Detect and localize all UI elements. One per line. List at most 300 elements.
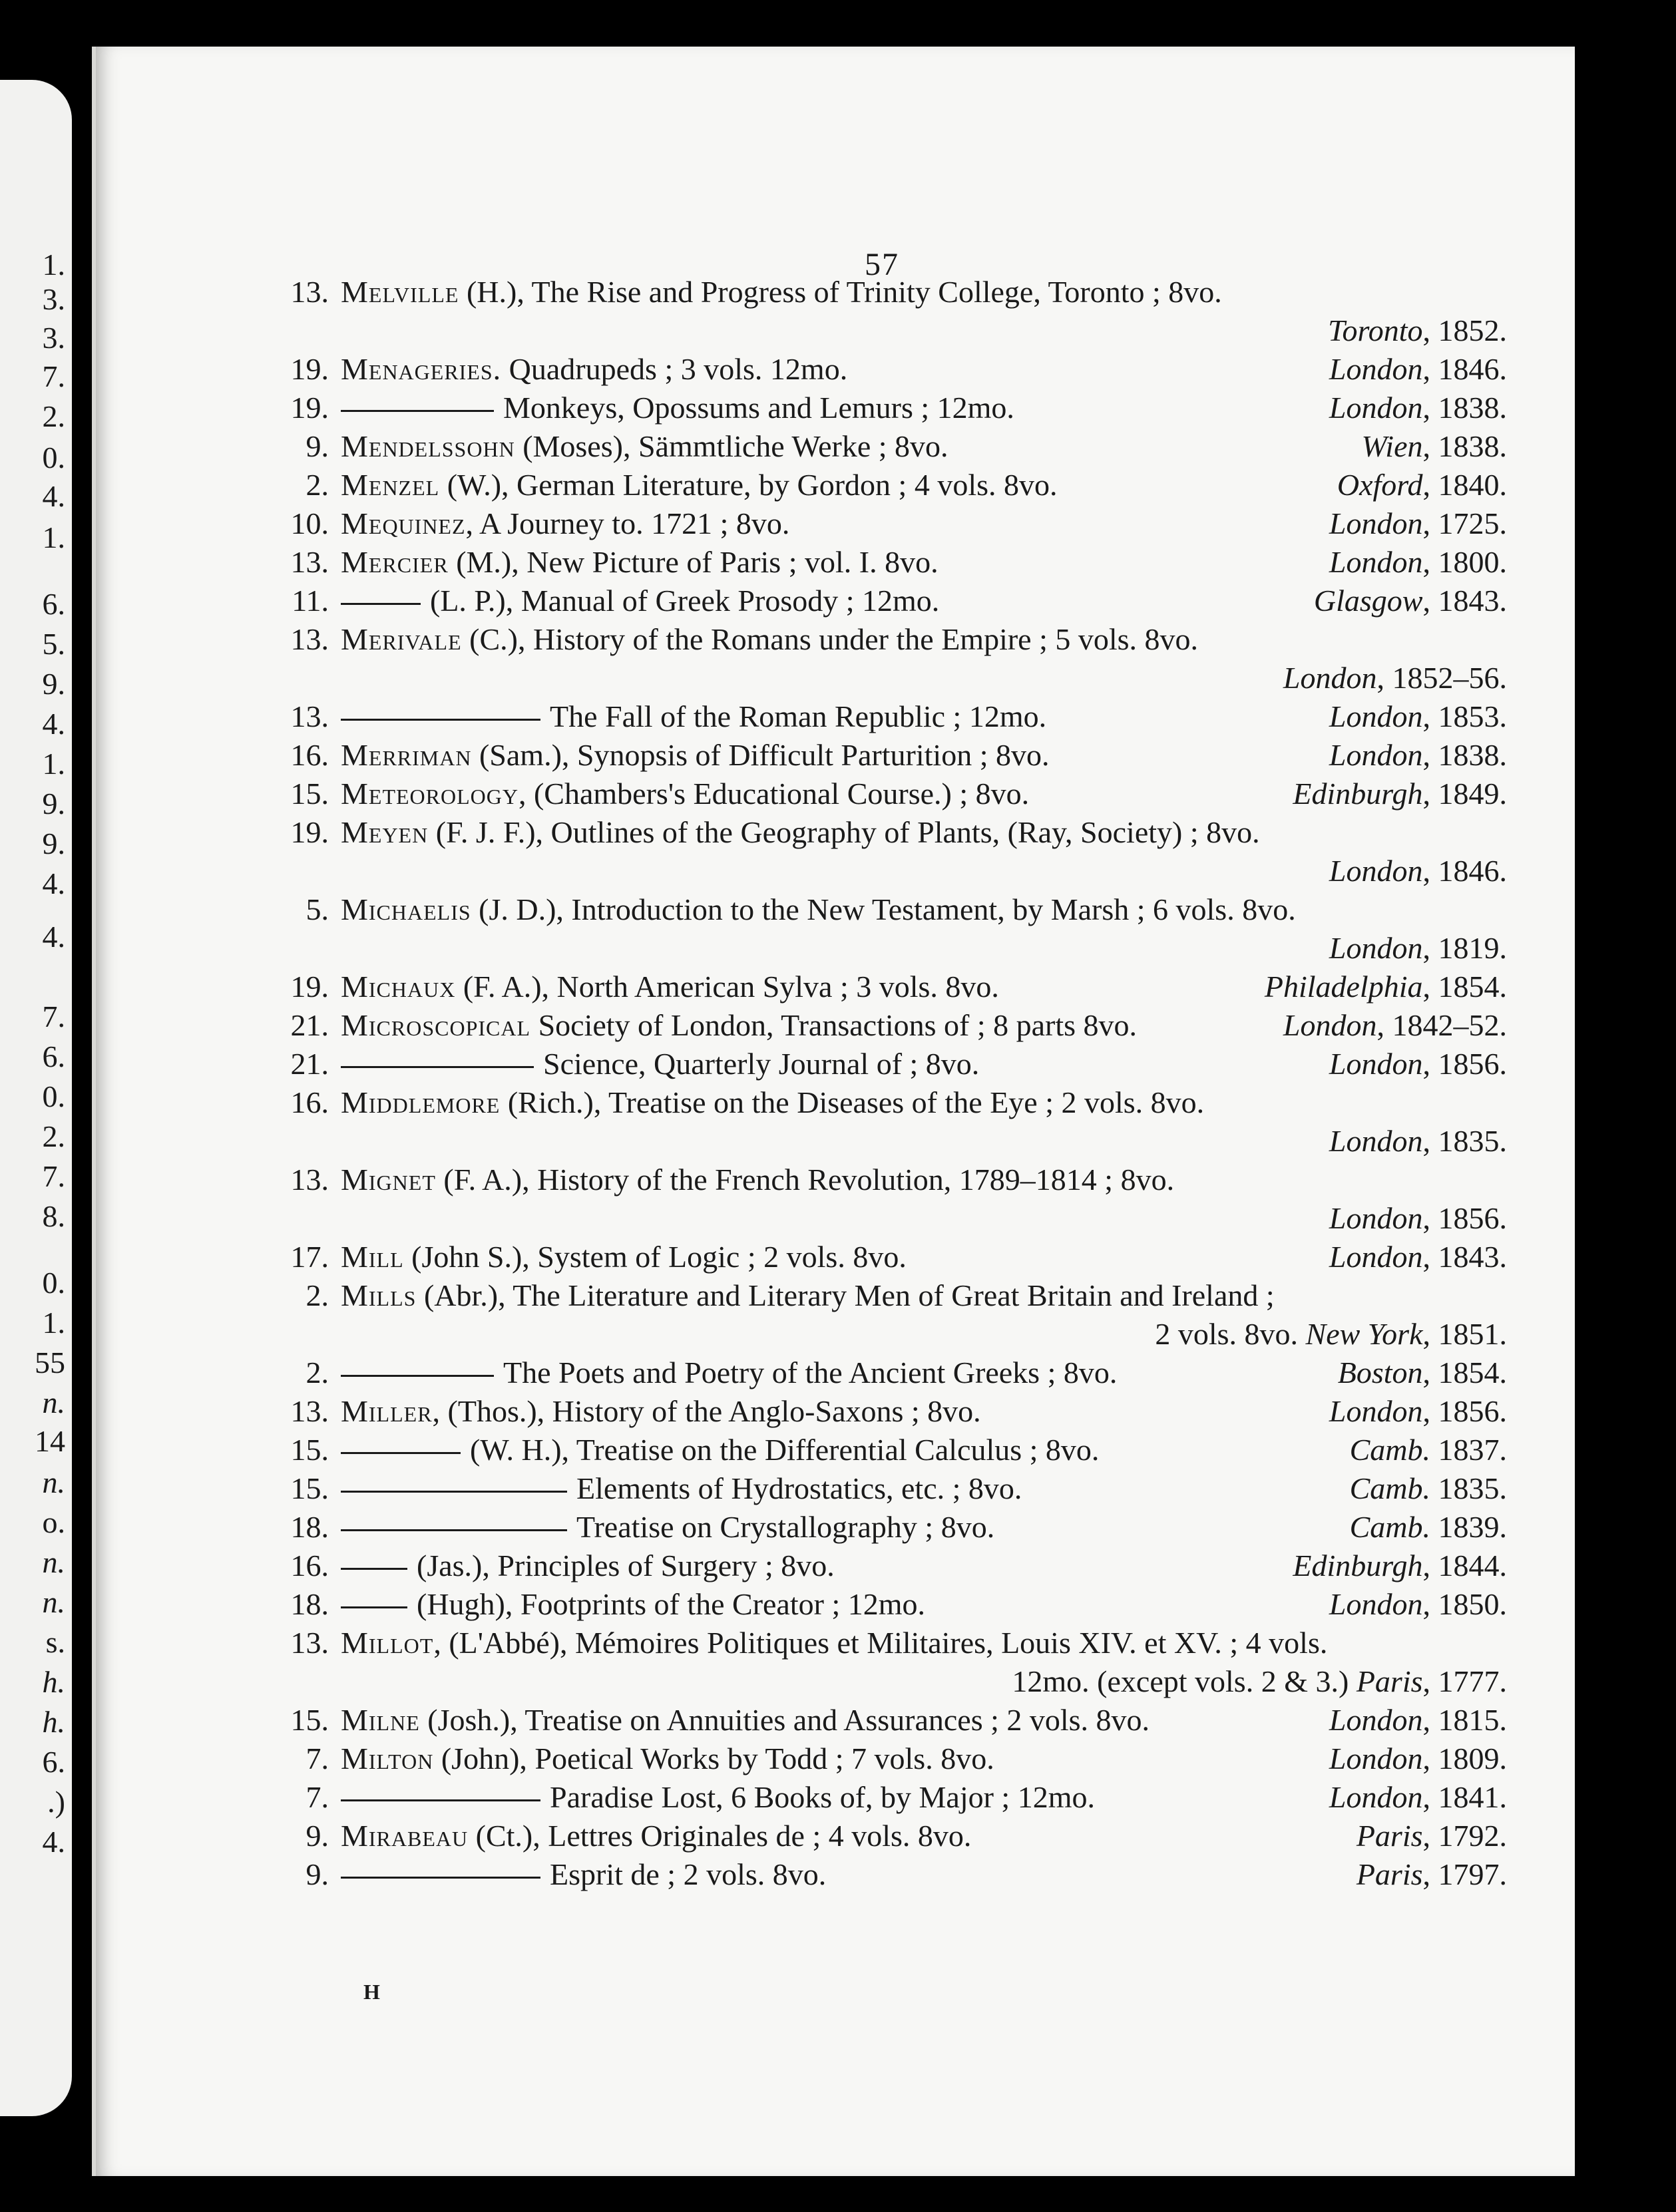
- facing-page-fragment: 9.: [42, 667, 65, 701]
- facing-page-fragment: 7.: [42, 1000, 65, 1033]
- author-heading: Milton: [341, 1742, 434, 1775]
- imprint-place: Toronto: [1328, 313, 1423, 347]
- catalogue-line: [262, 1045, 1507, 1083]
- shelf-number: 16.: [290, 1549, 329, 1582]
- shelf-number: 19.: [290, 391, 329, 425]
- catalogue-line: [262, 273, 1507, 311]
- imprint-place: London: [1329, 1201, 1423, 1235]
- facing-page-fragment: 0.: [42, 1266, 65, 1300]
- catalogue-line: [262, 852, 1507, 890]
- entry-title: (F. J. F.), Outlines of the Geography of Plants, (Ray, Society) ; 8vo.: [428, 815, 1260, 849]
- imprint: [1265, 968, 1507, 1006]
- author-heading: Milne: [341, 1703, 420, 1737]
- entry-text: [341, 813, 1260, 852]
- catalogue-line: [262, 1276, 1507, 1315]
- entry-title: Science, Quarterly Journal of ; 8vo.: [543, 1047, 980, 1081]
- catalogue-line: [262, 1392, 1507, 1431]
- entry-title: (Moses), Sämmtliche Werke ; 8vo.: [515, 429, 948, 463]
- ditto-rule: [341, 1799, 540, 1801]
- entry-title: The Poets and Poetry of the Ancient Greeks ; 8vo.: [503, 1356, 1118, 1389]
- shelf-number: 18.: [290, 1510, 329, 1544]
- imprint-place: Philadelphia: [1264, 970, 1423, 1004]
- entry-text: [341, 775, 1029, 813]
- facing-page-fragment: n.: [42, 1465, 65, 1499]
- imprint-place: Glasgow: [1313, 584, 1423, 618]
- facing-page-fragment: 1.: [42, 747, 65, 781]
- entry-text: [341, 466, 1058, 504]
- imprint-year: , 1852.: [1422, 313, 1507, 347]
- imprint-year: 1835.: [1430, 1471, 1507, 1505]
- imprint-place: London: [1329, 1587, 1423, 1621]
- imprint-place: London: [1329, 854, 1423, 888]
- ditto-rule: [341, 1066, 534, 1068]
- imprint: [1329, 736, 1507, 775]
- catalogue-line: [262, 929, 1507, 968]
- imprint: [1329, 389, 1507, 427]
- signature-mark: H: [363, 1980, 380, 2004]
- entry-title: 12mo. (except vols. 2 & 3.): [1012, 1664, 1349, 1698]
- facing-page-fragment: 4.: [42, 707, 65, 741]
- shelf-number: 9.: [306, 1819, 329, 1853]
- imprint: [1293, 775, 1507, 813]
- imprint-year: , 1852–56.: [1376, 661, 1507, 695]
- shelf-number: 5.: [306, 892, 329, 926]
- imprint: [1329, 1238, 1507, 1276]
- facing-page-fragment: 1.: [42, 1306, 65, 1340]
- imprint-place: London: [1329, 506, 1423, 540]
- shelf-number: 21.: [290, 1008, 329, 1042]
- imprint-place: London: [1283, 1008, 1377, 1042]
- facing-page-fragment: n.: [42, 1585, 65, 1619]
- catalogue-line: [262, 1161, 1507, 1199]
- shelf-number: 9.: [306, 1857, 329, 1891]
- imprint: [1329, 543, 1507, 582]
- entry-text: [341, 1006, 1137, 1045]
- entry-title: (H.), The Rise and Progress of Trinity College, Toronto ; 8vo.: [459, 275, 1222, 309]
- entry-text: [341, 1238, 907, 1276]
- catalogue-line: [262, 1083, 1507, 1122]
- imprint: [1329, 1701, 1507, 1740]
- entry-title: (L. P.), Manual of Greek Prosody ; 12mo.: [430, 584, 940, 618]
- facing-page-fragment: s.: [45, 1625, 65, 1659]
- entry-title: (Josh.), Treatise on Annuities and Assurances ; 2 vols. 8vo.: [419, 1703, 1150, 1737]
- shelf-number: 19.: [290, 815, 329, 849]
- entry-text: [341, 1740, 994, 1778]
- author-heading: Millot: [341, 1626, 434, 1660]
- background-edge: [1575, 0, 1676, 2212]
- entry-title: Quadrupeds ; 3 vols. 12mo.: [501, 352, 848, 386]
- shelf-number: 17.: [290, 1240, 329, 1274]
- facing-page-fragment: n.: [42, 1545, 65, 1579]
- shelf-number: 13.: [290, 275, 329, 309]
- entry-title: (Abr.), The Literature and Literary Men of Great Britain and Ireland ;: [416, 1278, 1275, 1312]
- facing-page-fragment: 8.: [42, 1199, 65, 1233]
- author-heading: Mignet: [341, 1163, 436, 1197]
- imprint: [1350, 1508, 1507, 1547]
- entry-text: [341, 1778, 1095, 1817]
- imprint-place: Boston: [1337, 1356, 1423, 1389]
- entry-text: [341, 1161, 1174, 1199]
- catalogue-line: [262, 1701, 1507, 1740]
- entry-title: (John), Poetical Works by Todd ; 7 vols. 8vo.: [433, 1742, 994, 1775]
- author-heading: Michaux: [341, 970, 456, 1004]
- entry-text: [341, 1508, 994, 1547]
- imprint-year: , 1840.: [1422, 468, 1507, 502]
- shelf-number: 13.: [290, 1394, 329, 1428]
- shelf-number: 13.: [290, 1626, 329, 1660]
- entry-text: [341, 1624, 1327, 1662]
- shelf-number: 19.: [290, 352, 329, 386]
- entry-text: [262, 1199, 1507, 1238]
- ditto-rule: [341, 410, 494, 412]
- imprint-place: London: [1283, 661, 1377, 695]
- entry-text: [341, 1392, 981, 1431]
- imprint: [1338, 1354, 1507, 1392]
- shelf-number: 16.: [290, 738, 329, 772]
- book-page: [92, 47, 1579, 2176]
- entry-title: Esprit de ; 2 vols. 8vo.: [550, 1857, 827, 1891]
- entry-text: [341, 697, 1046, 736]
- imprint: [1283, 1006, 1507, 1045]
- imprint-year: , 1854.: [1422, 1356, 1507, 1389]
- author-heading: Mercier: [341, 545, 449, 579]
- ditto-rule: [341, 1568, 407, 1570]
- catalogue-line: [262, 1431, 1507, 1469]
- ditto-rule: [341, 1452, 461, 1454]
- imprint: [1329, 1778, 1507, 1817]
- catalogue-line: [262, 1585, 1507, 1624]
- catalogue-line: [262, 350, 1507, 389]
- entry-text: [341, 389, 1014, 427]
- facing-page-fragment: 4.: [42, 479, 65, 513]
- catalogue-line: [262, 1662, 1507, 1701]
- imprint-place: London: [1329, 1703, 1423, 1737]
- catalogue-line: [262, 1469, 1507, 1508]
- imprint-year: , 1809.: [1422, 1742, 1507, 1775]
- shelf-number: 7.: [306, 1780, 329, 1814]
- entry-text: [341, 620, 1198, 659]
- entry-text: [341, 1547, 835, 1585]
- imprint-place: Wien: [1361, 429, 1423, 463]
- imprint-year: , 1846.: [1422, 854, 1507, 888]
- imprint: [1329, 1585, 1507, 1624]
- shelf-number: 2.: [306, 1278, 329, 1312]
- facing-page-fragment: 1.: [42, 520, 65, 554]
- author-heading: Meyen: [341, 815, 429, 849]
- catalogue-line: [262, 427, 1507, 466]
- imprint-place: London: [1329, 1394, 1423, 1428]
- author-heading: Michaelis: [341, 892, 471, 926]
- catalogue-line: [262, 504, 1507, 543]
- entry-text: [341, 1585, 925, 1624]
- entry-title: , (Chambers's Educational Course.) ; 8vo.: [518, 777, 1030, 811]
- entry-title: (M.), New Picture of Paris ; vol. I. 8vo.: [448, 545, 939, 579]
- entry-title: (C.), History of the Romans under the Empire ; 5 vols. 8vo.: [461, 622, 1199, 656]
- facing-page-fragment: n.: [42, 1385, 65, 1419]
- author-heading: Menzel: [341, 468, 440, 502]
- catalogue-line: [262, 1817, 1507, 1855]
- entry-text: [262, 1122, 1507, 1161]
- facing-page-fragment: 6.: [42, 1039, 65, 1073]
- facing-page-fragment: 2.: [42, 399, 65, 433]
- catalogue-line: [262, 1315, 1507, 1354]
- imprint-year: , 1835.: [1422, 1124, 1507, 1158]
- catalogue-line: [262, 1238, 1507, 1276]
- entry-text: [262, 1662, 1507, 1701]
- imprint-year: , 1838.: [1422, 391, 1507, 425]
- entry-title: 2 vols. 8vo.: [1155, 1317, 1299, 1351]
- entry-title: (Jas.), Principles of Surgery ; 8vo.: [417, 1549, 835, 1582]
- entry-title: Paradise Lost, 6 Books of, by Major ; 12mo.: [550, 1780, 1095, 1814]
- shelf-number: 2.: [306, 468, 329, 502]
- entry-title: (F. A.), North American Sylva ; 3 vols. 8vo.: [455, 970, 999, 1004]
- facing-page-fragment: 0.: [42, 1079, 65, 1113]
- entry-text: [341, 1276, 1275, 1315]
- shelf-number: 7.: [306, 1742, 329, 1775]
- facing-page-fragment: 2.: [42, 1119, 65, 1153]
- author-heading: Middlemore: [341, 1085, 501, 1119]
- ditto-rule: [341, 1491, 567, 1493]
- ditto-rule: [341, 603, 421, 605]
- imprint-year: , 1842–52.: [1376, 1008, 1507, 1042]
- author-heading: Merivale: [341, 622, 462, 656]
- imprint-place: London: [1329, 738, 1423, 772]
- author-heading: Mills: [341, 1278, 417, 1312]
- entry-text: [341, 1083, 1204, 1122]
- imprint-year: , 1853.: [1422, 699, 1507, 733]
- imprint-year: , 1725.: [1422, 506, 1507, 540]
- entry-title: , A Journey to. 1721 ; 8vo.: [465, 506, 790, 540]
- entry-text: [341, 350, 847, 389]
- shelf-number: 13.: [290, 622, 329, 656]
- entry-text: [262, 1315, 1507, 1354]
- entry-text: [341, 1855, 826, 1894]
- imprint: [1362, 427, 1507, 466]
- imprint-year: , 1856.: [1422, 1047, 1507, 1081]
- imprint: [1329, 1045, 1507, 1083]
- facing-page-fragment: 7.: [42, 1159, 65, 1193]
- catalogue-line: [262, 1199, 1507, 1238]
- ditto-rule: [341, 719, 540, 721]
- imprint-place: Camb.: [1349, 1433, 1430, 1467]
- catalogue-line: [262, 1547, 1507, 1585]
- imprint: [1337, 466, 1507, 504]
- facing-page-fragment: 3.: [42, 282, 65, 316]
- entry-text: [341, 736, 1049, 775]
- entry-text: [262, 929, 1507, 968]
- imprint-place: Edinburgh: [1293, 1549, 1423, 1582]
- imprint-year: , 1792.: [1422, 1819, 1507, 1853]
- entry-text: [341, 543, 939, 582]
- imprint-year: , 1777.: [1422, 1664, 1507, 1698]
- imprint-place: London: [1329, 391, 1423, 425]
- catalogue-line: [262, 1006, 1507, 1045]
- author-heading: Mequinez: [341, 506, 466, 540]
- shelf-number: 19.: [290, 970, 329, 1004]
- ditto-rule: [341, 1877, 540, 1879]
- shelf-number: 16.: [290, 1085, 329, 1119]
- imprint: [1350, 1469, 1507, 1508]
- imprint-year: , 1854.: [1422, 970, 1507, 1004]
- imprint-year: , 1849.: [1422, 777, 1507, 811]
- imprint-place: London: [1329, 545, 1423, 579]
- facing-page-fragment: 3.: [42, 321, 65, 355]
- shelf-number: 13.: [290, 1163, 329, 1197]
- imprint: [1329, 350, 1507, 389]
- shelf-number: 2.: [306, 1356, 329, 1389]
- shelf-number: 13.: [290, 545, 329, 579]
- facing-page-fragment: 14: [35, 1424, 65, 1458]
- entry-text: [341, 1817, 971, 1855]
- shelf-number: 10.: [290, 506, 329, 540]
- catalogue-line: [262, 813, 1507, 852]
- entry-title: , (L'Abbé), Mémoires Politiques et Militaires, Louis XIV. et XV. ; 4 vols.: [433, 1626, 1328, 1660]
- catalogue-line: [262, 1778, 1507, 1817]
- author-heading: Menageries.: [341, 352, 502, 386]
- imprint: [1329, 504, 1507, 543]
- imprint-year: , 1843.: [1422, 584, 1507, 618]
- entry-text: [341, 427, 948, 466]
- ditto-rule: [341, 1606, 407, 1608]
- facing-page-fragment: h.: [42, 1665, 65, 1699]
- ditto-rule: [341, 1375, 494, 1377]
- imprint: [1357, 1817, 1507, 1855]
- entry-title: (Ct.), Lettres Originales de ; 4 vols. 8vo.: [468, 1819, 972, 1853]
- imprint-place: Paris: [1356, 1819, 1423, 1853]
- imprint: [1314, 582, 1507, 620]
- imprint-year: , 1797.: [1422, 1857, 1507, 1891]
- facing-page-fragment: 7.: [42, 359, 65, 393]
- imprint-place: London: [1329, 699, 1423, 733]
- facing-page-fragment: 4.: [42, 920, 65, 954]
- catalogue-line: [262, 968, 1507, 1006]
- imprint-year: 1839.: [1430, 1510, 1507, 1544]
- imprint-year: , 1819.: [1422, 931, 1507, 965]
- facing-page-fragment: 6.: [42, 587, 65, 621]
- catalogue-line: [262, 1740, 1507, 1778]
- entry-title: (Rich.), Treatise on the Diseases of the Eye ; 2 vols. 8vo.: [500, 1085, 1205, 1119]
- facing-page-fragment: o.: [42, 1505, 65, 1539]
- imprint-year: , 1844.: [1422, 1549, 1507, 1582]
- shelf-number: 9.: [306, 429, 329, 463]
- entry-title: (F. A.), History of the French Revolution, 1789–1814 ; 8vo.: [435, 1163, 1175, 1197]
- imprint-place: London: [1329, 1240, 1423, 1274]
- facing-page-fragment: 9.: [42, 787, 65, 821]
- catalogue-line: [262, 1624, 1507, 1662]
- entry-text: [262, 852, 1507, 890]
- facing-page-margin-text: [0, 80, 72, 2116]
- catalogue-line: [262, 775, 1507, 813]
- entry-title: (W.), German Literature, by Gordon ; 4 vols. 8vo.: [439, 468, 1058, 502]
- shelf-number: 15.: [290, 1433, 329, 1467]
- imprint: [1357, 1855, 1507, 1894]
- entry-title: (W. H.), Treatise on the Differential Calculus ; 8vo.: [470, 1433, 1100, 1467]
- imprint-place: London: [1329, 1124, 1423, 1158]
- facing-page-fragment: 55: [35, 1346, 65, 1380]
- shelf-number: 11.: [292, 584, 329, 618]
- shelf-number: 21.: [290, 1047, 329, 1081]
- author-heading: Miller: [341, 1394, 433, 1428]
- entry-title: (Hugh), Footprints of the Creator ; 12mo.: [417, 1587, 926, 1621]
- entry-text: [341, 1354, 1117, 1392]
- facing-page-fragment: 5.: [42, 627, 65, 661]
- imprint-year: , 1856.: [1422, 1201, 1507, 1235]
- entry-text: [262, 659, 1507, 697]
- author-heading: Microscopical: [341, 1008, 531, 1042]
- imprint-place: Camb.: [1349, 1471, 1430, 1505]
- author-heading: Melville: [341, 275, 459, 309]
- entry-title: , (Thos.), History of the Anglo-Saxons ; 8vo.: [432, 1394, 981, 1428]
- imprint-place: Oxford: [1337, 468, 1423, 502]
- author-heading: Meteorology: [341, 777, 519, 811]
- entry-text: [341, 968, 999, 1006]
- entry-title: Treatise on Crystallography ; 8vo.: [576, 1510, 995, 1544]
- catalogue-line: [262, 890, 1507, 929]
- entry-text: [341, 1701, 1150, 1740]
- entry-text: [341, 582, 939, 620]
- entry-text: [341, 1431, 1099, 1469]
- catalogue-line: [262, 697, 1507, 736]
- entry-title: (J. D.), Introduction to the New Testament, by Marsh ; 6 vols. 8vo.: [471, 892, 1296, 926]
- facing-page-fragment: .): [47, 1785, 65, 1819]
- catalogue-line: [262, 466, 1507, 504]
- imprint-place: London: [1329, 352, 1423, 386]
- shelf-number: 15.: [290, 1703, 329, 1737]
- imprint-year: , 1843.: [1422, 1240, 1507, 1274]
- shelf-number: 15.: [290, 777, 329, 811]
- entry-text: [341, 1469, 1022, 1508]
- imprint-year: , 1851.: [1422, 1317, 1507, 1351]
- imprint-year: , 1850.: [1422, 1587, 1507, 1621]
- entry-text: [341, 273, 1222, 311]
- imprint-place: London: [1329, 1742, 1423, 1775]
- entry-title: (Sam.), Synopsis of Difficult Parturition ; 8vo.: [471, 738, 1050, 772]
- entry-title: The Fall of the Roman Republic ; 12mo.: [550, 699, 1047, 733]
- catalogue-line: [262, 736, 1507, 775]
- catalogue-line: [262, 659, 1507, 697]
- entry-text: [341, 504, 789, 543]
- catalogue-line: [262, 311, 1507, 350]
- imprint-year: , 1846.: [1422, 352, 1507, 386]
- imprint-place: New York: [1305, 1317, 1423, 1351]
- author-heading: Mirabeau: [341, 1819, 469, 1853]
- author-heading: Mendelssohn: [341, 429, 515, 463]
- facing-page-fragment: 4.: [42, 1825, 65, 1859]
- imprint-place: Paris: [1356, 1664, 1423, 1698]
- shelf-number: 18.: [290, 1587, 329, 1621]
- facing-page-fragment: h.: [42, 1705, 65, 1739]
- ditto-rule: [341, 1529, 567, 1531]
- shelf-number: 13.: [290, 699, 329, 733]
- imprint-place: London: [1329, 1780, 1423, 1814]
- imprint-year: , 1841.: [1422, 1780, 1507, 1814]
- entry-text: [341, 890, 1296, 929]
- facing-page-fragment: 0.: [42, 441, 65, 474]
- author-heading: Merriman: [341, 738, 472, 772]
- facing-page-fragment: 9.: [42, 827, 65, 860]
- entry-text: [262, 311, 1507, 350]
- imprint-place: London: [1329, 931, 1423, 965]
- imprint-place: Edinburgh: [1293, 777, 1423, 811]
- catalogue-line: [262, 1354, 1507, 1392]
- catalogue-line: [262, 1122, 1507, 1161]
- facing-page-edge: [0, 80, 72, 2116]
- imprint-place: London: [1329, 1047, 1423, 1081]
- catalogue-line: [262, 389, 1507, 427]
- imprint-year: 1837.: [1430, 1433, 1507, 1467]
- catalogue-line: [262, 543, 1507, 582]
- imprint: [1350, 1431, 1507, 1469]
